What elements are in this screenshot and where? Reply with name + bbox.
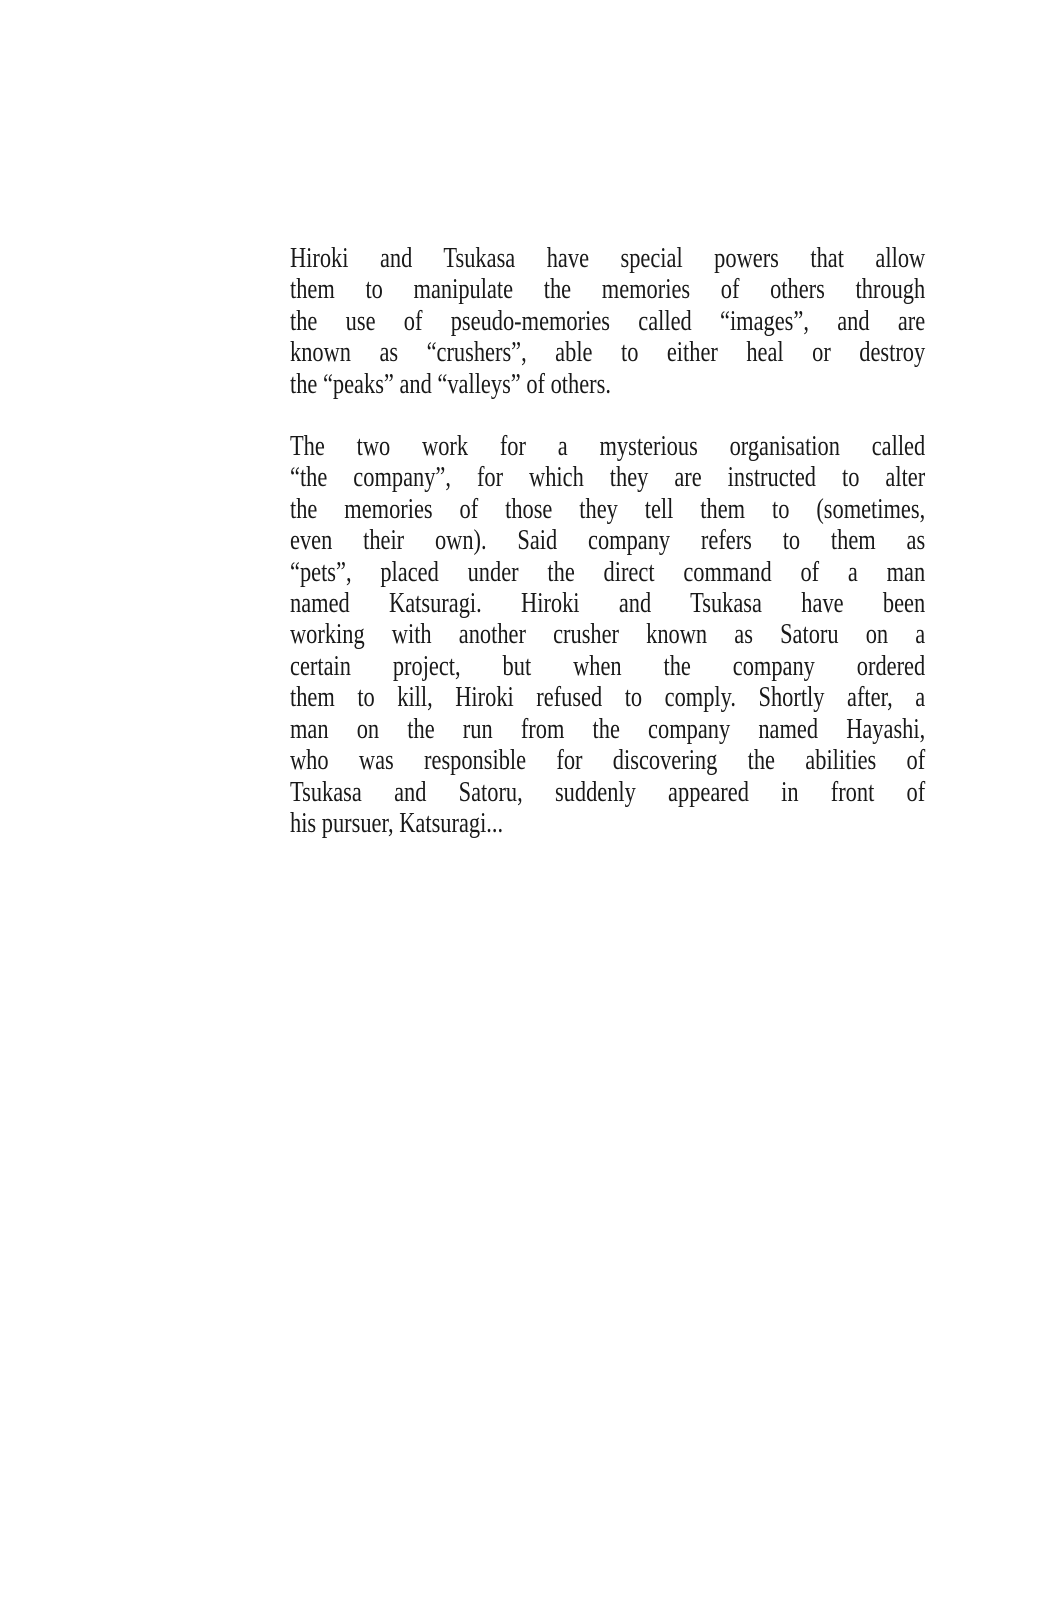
synopsis-text: [290, 243, 925, 839]
paragraph: [290, 243, 925, 400]
text-line: the memories of those they tell them to (sometimes,: [290, 493, 926, 525]
text-line: his pursuer, Katsuragi...: [290, 807, 504, 839]
text-line: them to manipulate the memories of others through: [290, 274, 926, 306]
text-line: man on the run from the company named Hayashi,: [290, 713, 926, 745]
text-line: certain project, but when the company ordered: [290, 650, 926, 682]
text-line: named Katsuragi. Hiroki and Tsukasa have been: [290, 588, 926, 620]
text-line: who was responsible for discovering the abilities of: [290, 745, 926, 777]
text-line: Hiroki and Tsukasa have special powers that allow: [290, 243, 926, 274]
text-line: known as “crushers”, able to either heal or destroy: [290, 337, 926, 369]
text-line: “the company”, for which they are instructed to alter: [290, 462, 926, 494]
text-line: the use of pseudo-memories called “images”, and are: [290, 305, 926, 337]
text-line: Tsukasa and Satoru, suddenly appeared in front of: [290, 776, 926, 808]
text-line: even their own). Said company refers to them as: [290, 525, 926, 557]
paragraph: [290, 431, 925, 839]
text-line: The two work for a mysterious organisation called: [290, 431, 926, 463]
text-line: them to kill, Hiroki refused to comply. Shortly after, a: [290, 682, 926, 714]
text-line: working with another crusher known as Satoru on a: [290, 619, 926, 651]
text-line: the “peaks” and “valleys” of others.: [290, 368, 611, 400]
text-line: “pets”, placed under the direct command of a man: [290, 556, 926, 588]
